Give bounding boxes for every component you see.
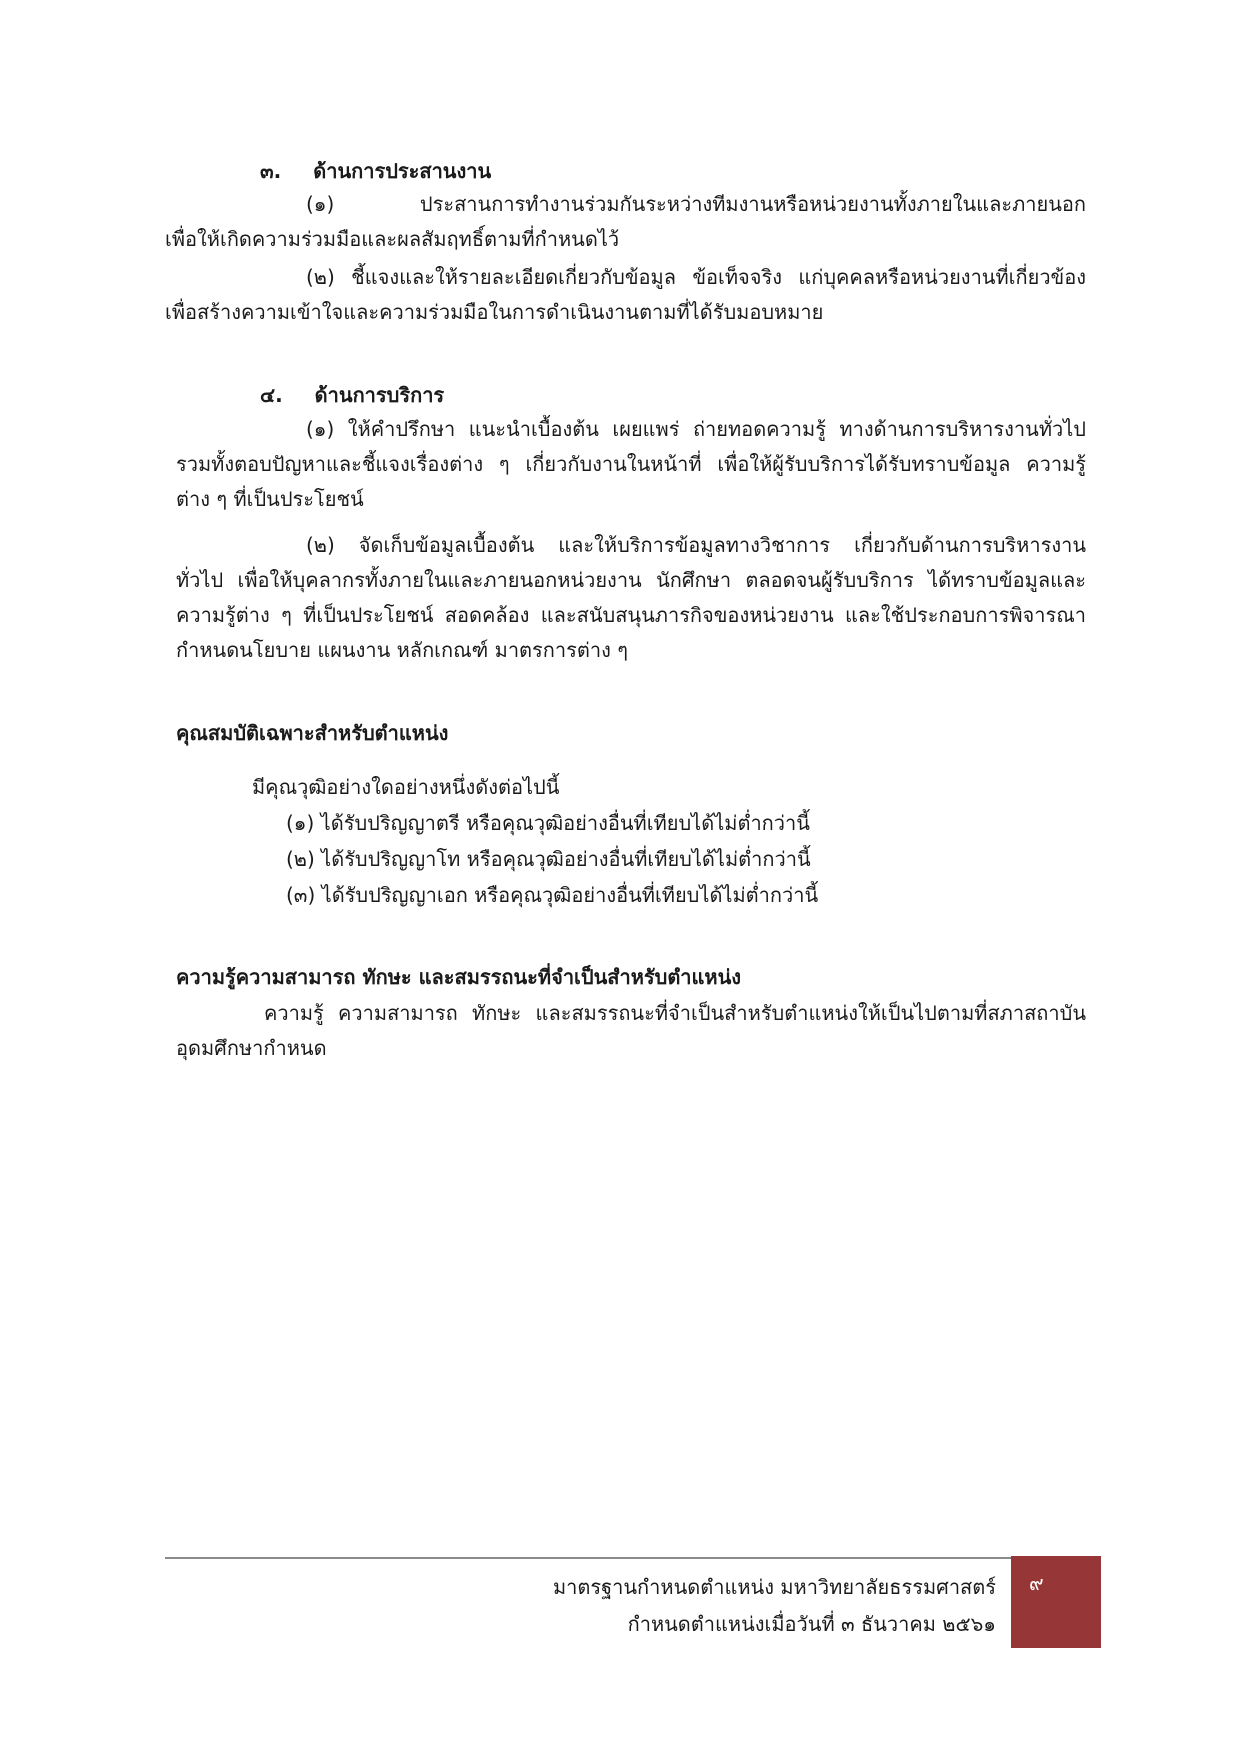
paragraph-line: ต่าง ๆ ที่เป็นประโยชน์ [176, 487, 364, 511]
section-coordination-heading [260, 154, 491, 188]
coordination-item-2 [165, 260, 1086, 330]
qualifications-intro: มีคุณวุฒิอย่างใดอย่างหนึ่งดังต่อไปนี้ [252, 775, 560, 799]
paragraph-line: ความรู้ ความสามารถ ทักษะ และสมรรถนะที่จำเป็นสำหรับตำแหน่งให้เป็นไปตามที่สภาสถาบัน [264, 1001, 1086, 1025]
section-title: ด้านการประสานงาน [313, 159, 492, 183]
paragraph-line: ทั่วไป เพื่อให้บุคลากรทั้งภายในและภายนอกหน่วยงาน นักศึกษา ตลอดจนผู้รับบริการ ได้ทราบข้อมูลและ [176, 568, 1086, 592]
section-title: ด้านการบริการ [314, 383, 445, 407]
qualification-item: (๓) ได้รับปริญญาเอก หรือคุณวุฒิอย่างอื่นที่เทียบได้ไม่ต่ำกว่านี้ [286, 883, 819, 907]
paragraph-line: รวมทั้งตอบปัญหาและชี้แจงเรื่องต่าง ๆ เกี่ยวกับงานในหน้าที่ เพื่อให้ผู้รับบริการได้รับทราบข้อมูล ความรู้ [176, 452, 1086, 476]
section-service-heading [260, 378, 444, 412]
competencies-heading: ความรู้ความสามารถ ทักษะ และสมรรถนะที่จำเป็นสำหรับตำแหน่ง [176, 965, 742, 989]
page-number: ๙ [1029, 1571, 1044, 1595]
footer-divider [165, 1557, 1011, 1559]
service-item-1 [176, 412, 1086, 517]
qualification-item: (๑) ได้รับปริญญาตรี หรือคุณวุฒิอย่างอื่นที่เทียบได้ไม่ต่ำกว่านี้ [286, 811, 810, 835]
paragraph-line: (๒) ชี้แจงและให้รายละเอียดเกี่ยวกับข้อมูล ข้อเท็จจริง แก่บุคคลหรือหน่วยงานที่เกี่ยวข้อง [306, 265, 1086, 289]
paragraph-line: (๒) จัดเก็บข้อมูลเบื้องต้น และให้บริการข้อมูลทางวิชาการ เกี่ยวกับด้านการบริหารงาน [306, 533, 1086, 557]
paragraph-line: (๑) ให้คำปรึกษา แนะนำเบื้องต้น เผยแพร่ ถ่ายทอดความรู้ ทางด้านการบริหารงานทั่วไป [306, 417, 1086, 441]
footer-date: กำหนดตำแหน่งเมื่อวันที่ ๓ ธันวาคม ๒๕๖๑ [627, 1612, 996, 1636]
section-number: ๔. [260, 383, 283, 407]
qualifications-heading: คุณสมบัติเฉพาะสำหรับตำแหน่ง [176, 721, 449, 745]
paragraph-line: (๑) ประสานการทำงานร่วมกันระหว่างทีมงานหรือหน่วยงานทั้งภายในและภายนอก [306, 192, 1086, 216]
section-number: ๓. [260, 159, 282, 183]
coordination-item-1 [165, 187, 1086, 257]
paragraph-line: เพื่อสร้างความเข้าใจและความร่วมมือในการดำเนินงานตามที่ได้รับมอบหมาย [165, 300, 824, 324]
footer-standard-title: มาตรฐานกำหนดตำแหน่ง มหาวิทยาลัยธรรมศาสตร์ [552, 1575, 996, 1599]
competencies-paragraph [176, 996, 1086, 1066]
paragraph-line: ความรู้ต่าง ๆ ที่เป็นประโยชน์ สอดคล้อง และสนับสนุนภารกิจของหน่วยงาน และใช้ประกอบการพิจารณา [176, 603, 1086, 627]
paragraph-line: เพื่อให้เกิดความร่วมมือและผลสัมฤทธิ์ตามที่กำหนดไว้ [165, 227, 620, 251]
paragraph-line: อุดมศึกษากำหนด [176, 1036, 327, 1060]
qualification-item: (๒) ได้รับปริญญาโท หรือคุณวุฒิอย่างอื่นที่เทียบได้ไม่ต่ำกว่านี้ [286, 847, 811, 871]
service-item-2 [176, 528, 1086, 668]
paragraph-line: กำหนดนโยบาย แผนงาน หลักเกณฑ์ มาตรการต่าง ๆ [176, 638, 628, 662]
page-number-badge [1011, 1556, 1101, 1648]
